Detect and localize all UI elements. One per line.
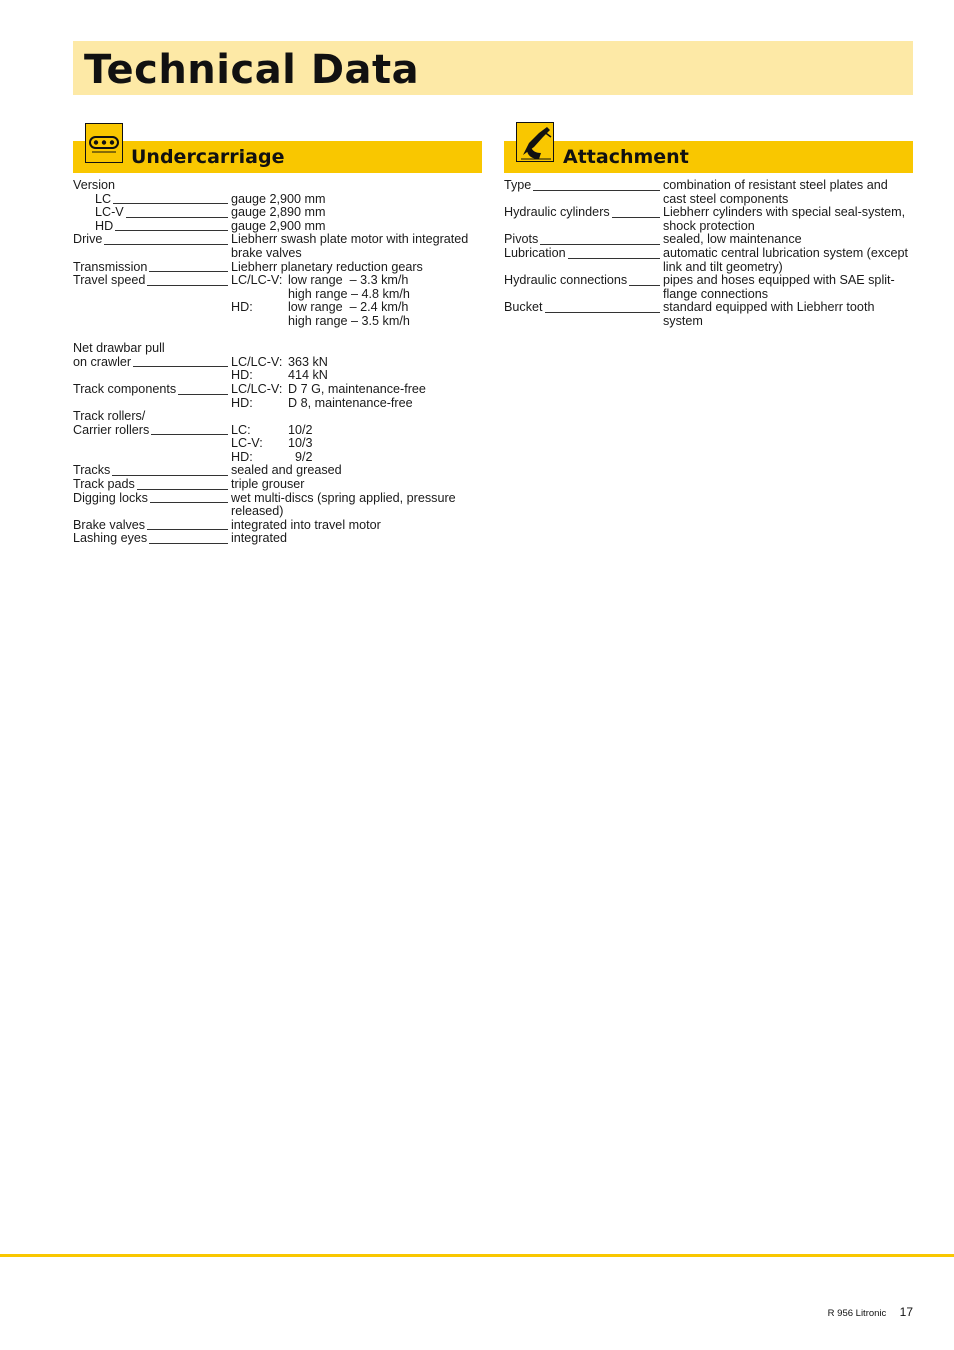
attachment-header bbox=[504, 141, 913, 173]
spec-label-cell bbox=[73, 274, 231, 288]
spec-variant: HD: bbox=[231, 368, 253, 383]
spec-value-line bbox=[231, 492, 483, 519]
spec-row bbox=[73, 220, 483, 234]
spec-variant: LC/LC-V: bbox=[231, 381, 283, 396]
leader-line bbox=[150, 501, 228, 503]
leader-line bbox=[147, 528, 228, 530]
spec-value: gauge 2,900 mm bbox=[231, 191, 326, 206]
spec-value: sealed, low maintenance bbox=[663, 232, 802, 247]
spec-label-cell bbox=[73, 464, 231, 478]
spec-value-cell bbox=[231, 342, 483, 356]
spec-value: low range – 2.4 km/h bbox=[288, 300, 409, 315]
footer-rule bbox=[0, 1254, 954, 1257]
leader-line bbox=[545, 311, 660, 313]
spec-label: Drive bbox=[73, 232, 103, 247]
spec-label: Carrier rollers bbox=[73, 422, 150, 437]
spec-label: Track components bbox=[73, 381, 177, 396]
title-banner bbox=[73, 41, 913, 95]
spec-variant: LC: bbox=[231, 422, 251, 437]
spec-label: Digging locks bbox=[73, 490, 148, 505]
spec-label: Transmission bbox=[73, 259, 148, 274]
spec-value: triple grouser bbox=[231, 477, 305, 492]
spec-value: high range – 4.8 km/h bbox=[288, 286, 410, 301]
spec-row bbox=[73, 261, 483, 275]
spec-label-cell bbox=[504, 247, 663, 261]
spec-value: automatic central lubrication system (except link and tilt geometry) bbox=[663, 245, 912, 274]
spec-label: HD bbox=[95, 218, 114, 233]
leader-line bbox=[149, 270, 228, 272]
leader-line bbox=[149, 542, 228, 544]
spec-variant bbox=[231, 315, 288, 329]
spec-value: standard equipped with Liebherr tooth system bbox=[663, 300, 878, 328]
spec-label-cell bbox=[73, 233, 231, 247]
spec-label: Version bbox=[73, 178, 116, 192]
spec-label-cell bbox=[73, 410, 231, 424]
spec-row bbox=[73, 424, 483, 465]
spec-value-cell bbox=[663, 301, 914, 328]
spec-row bbox=[504, 206, 914, 233]
spec-value: sealed and greased bbox=[231, 463, 342, 478]
spec-value-line bbox=[231, 261, 483, 275]
spec-value: 414 kN bbox=[288, 368, 328, 383]
spec-value-cell bbox=[231, 329, 483, 343]
spec-value: D 8, maintenance-free bbox=[288, 395, 413, 410]
spec-value-cell bbox=[231, 261, 483, 275]
spec-value-cell bbox=[231, 233, 483, 260]
spec-value: Liebherr cylinders with special seal-system, shock protection bbox=[663, 205, 909, 233]
spec-value-line bbox=[231, 451, 483, 465]
spec-label-cell bbox=[73, 329, 231, 343]
spec-value-line bbox=[663, 301, 914, 328]
spec-value-line bbox=[231, 206, 483, 220]
spec-label: Pivots bbox=[504, 232, 539, 247]
spec-value-line bbox=[231, 356, 483, 370]
spec-value-cell bbox=[231, 356, 483, 383]
spec-value: wet multi-discs (spring applied, pressure released) bbox=[231, 490, 460, 519]
spec-label-cell bbox=[504, 274, 663, 288]
spec-row bbox=[73, 383, 483, 410]
spec-value: integrated into travel motor bbox=[231, 517, 381, 532]
spec-value: Liebherr swash plate motor with integrated brake valves bbox=[231, 232, 472, 260]
spec-row bbox=[73, 329, 483, 343]
spec-value-line bbox=[231, 464, 483, 478]
spec-label-cell bbox=[73, 478, 231, 492]
spec-label: Net drawbar pull bbox=[73, 341, 165, 356]
spec-value-line bbox=[231, 315, 483, 329]
spec-value-line bbox=[663, 233, 914, 247]
spec-value-cell bbox=[231, 492, 483, 519]
leader-line bbox=[113, 202, 228, 204]
spec-value-cell bbox=[231, 478, 483, 492]
spec-value-cell bbox=[231, 274, 483, 328]
spec-variant: HD: bbox=[231, 395, 253, 410]
spec-label-cell bbox=[504, 206, 663, 220]
spec-label: Lashing eyes bbox=[73, 531, 148, 546]
leader-line bbox=[540, 243, 660, 245]
spec-row bbox=[504, 247, 914, 274]
spec-value: high range – 3.5 km/h bbox=[288, 313, 410, 328]
spec-value-line bbox=[231, 193, 483, 207]
spec-label-cell bbox=[73, 179, 231, 193]
leader-line bbox=[612, 216, 660, 218]
model-name: R 956 Litronic bbox=[827, 1308, 887, 1319]
spec-label-cell bbox=[73, 383, 231, 397]
spec-variant: HD: bbox=[231, 449, 253, 464]
spec-value: 10/2 bbox=[288, 422, 313, 437]
spec-value-cell bbox=[663, 274, 914, 301]
spec-value: gauge 2,900 mm bbox=[231, 218, 326, 233]
spec-label: Type bbox=[504, 178, 532, 192]
spec-value: integrated bbox=[231, 531, 288, 546]
crawler-track-icon bbox=[85, 123, 123, 163]
leader-line bbox=[178, 393, 228, 395]
spec-variant: LC/LC-V: bbox=[231, 354, 283, 369]
spec-value-line bbox=[231, 424, 483, 438]
spec-value-cell bbox=[231, 179, 483, 193]
leader-line bbox=[137, 488, 228, 490]
spec-label: Bucket bbox=[504, 300, 543, 315]
spec-value: pipes and hoses equipped with SAE split-flange connections bbox=[663, 273, 895, 301]
spec-variant: HD: bbox=[231, 300, 253, 315]
spec-row bbox=[73, 342, 483, 356]
spec-row bbox=[73, 206, 483, 220]
spec-label-cell bbox=[73, 532, 231, 546]
spec-label: Tracks bbox=[73, 463, 111, 478]
spec-label: LC bbox=[95, 191, 112, 206]
spec-value-cell bbox=[663, 206, 914, 233]
spec-label-cell bbox=[73, 519, 231, 533]
spec-label-cell bbox=[504, 301, 663, 315]
spec-value-cell bbox=[231, 410, 483, 424]
spec-row bbox=[504, 274, 914, 301]
spec-row bbox=[73, 492, 483, 519]
spec-row bbox=[73, 478, 483, 492]
spec-label-cell bbox=[73, 492, 231, 506]
spec-value-cell bbox=[231, 193, 483, 207]
spec-value: 10/3 bbox=[288, 436, 313, 451]
leader-line bbox=[112, 474, 228, 476]
spec-label-cell bbox=[504, 233, 663, 247]
spec-row bbox=[504, 179, 914, 206]
spec-value-line bbox=[663, 274, 914, 301]
undercarriage-header bbox=[73, 141, 482, 173]
spec-row bbox=[73, 464, 483, 478]
spec-row bbox=[73, 274, 483, 328]
spec-label-cell bbox=[73, 356, 231, 370]
spec-value-cell bbox=[231, 464, 483, 478]
leader-line bbox=[629, 284, 660, 286]
spec-label: Track rollers/ bbox=[73, 409, 146, 424]
attachment-spec-list bbox=[504, 179, 914, 329]
spec-value: Liebherr planetary reduction gears bbox=[231, 259, 423, 274]
spec-label: Hydraulic cylinders bbox=[504, 205, 610, 220]
spec-label-cell bbox=[504, 179, 663, 193]
spec-value: combination of resistant steel plates and cast steel components bbox=[663, 178, 892, 206]
spec-value-line bbox=[231, 437, 483, 451]
page-number: 17 bbox=[899, 1305, 913, 1319]
spec-value-cell bbox=[663, 179, 914, 206]
excavator-bucket-icon bbox=[516, 122, 554, 162]
spec-row bbox=[73, 519, 483, 533]
undercarriage-spec-list bbox=[73, 179, 483, 546]
spec-row bbox=[73, 193, 483, 207]
spec-value-line bbox=[663, 247, 914, 274]
page-title: Technical Data bbox=[84, 47, 420, 93]
spec-label: Lubrication bbox=[504, 245, 566, 260]
undercarriage-heading: Undercarriage bbox=[131, 146, 285, 168]
spec-value-line bbox=[663, 179, 914, 206]
spec-label-cell bbox=[73, 193, 231, 207]
leader-line bbox=[126, 216, 228, 218]
spec-variant: LC-V: bbox=[231, 436, 263, 451]
spec-label: on crawler bbox=[73, 354, 132, 369]
spec-value-line bbox=[231, 220, 483, 234]
spec-value-line bbox=[231, 478, 483, 492]
spec-row bbox=[73, 356, 483, 383]
leader-line bbox=[533, 189, 660, 191]
spec-value-cell bbox=[231, 383, 483, 410]
spec-value-line bbox=[231, 274, 483, 288]
spec-row bbox=[73, 179, 483, 193]
spec-variant bbox=[231, 288, 288, 302]
spec-label: Travel speed bbox=[73, 273, 146, 288]
spec-row bbox=[73, 233, 483, 260]
spec-value-cell bbox=[231, 532, 483, 546]
spec-value-line bbox=[663, 206, 914, 233]
spec-label-cell bbox=[73, 424, 231, 438]
page-footer bbox=[828, 1305, 913, 1319]
spec-row bbox=[73, 532, 483, 546]
attachment-heading: Attachment bbox=[563, 146, 689, 168]
spec-value-line bbox=[231, 301, 483, 315]
spec-row bbox=[504, 233, 914, 247]
spec-label: Track pads bbox=[73, 477, 135, 492]
leader-line bbox=[115, 229, 228, 231]
leader-line bbox=[133, 365, 228, 367]
leader-line bbox=[151, 433, 228, 435]
spec-label-cell bbox=[73, 206, 231, 220]
leader-line bbox=[104, 243, 228, 245]
leader-line bbox=[568, 257, 660, 259]
spec-value: 363 kN bbox=[288, 354, 328, 369]
spec-value-cell bbox=[231, 206, 483, 220]
spec-value-line bbox=[231, 369, 483, 383]
spec-label-cell bbox=[73, 261, 231, 275]
spec-value-cell bbox=[663, 247, 914, 274]
spec-value: 9/2 bbox=[288, 449, 313, 464]
spec-label-cell bbox=[73, 342, 231, 356]
spec-label: LC-V bbox=[95, 205, 124, 220]
spec-value-cell bbox=[231, 424, 483, 465]
spec-value-line bbox=[231, 288, 483, 302]
spec-row bbox=[504, 301, 914, 328]
spec-value-line bbox=[231, 397, 483, 411]
spec-value-cell bbox=[663, 233, 914, 247]
spec-value: gauge 2,890 mm bbox=[231, 205, 326, 220]
spec-value: D 7 G, maintenance-free bbox=[288, 381, 426, 396]
spec-value-cell bbox=[231, 220, 483, 234]
spec-label-cell bbox=[73, 220, 231, 234]
spec-value: low range – 3.3 km/h bbox=[288, 273, 409, 288]
spec-label: Hydraulic connections bbox=[504, 273, 628, 288]
spec-value-line bbox=[231, 519, 483, 533]
spec-row bbox=[73, 410, 483, 424]
spec-value-cell bbox=[231, 519, 483, 533]
spec-variant: LC/LC-V: bbox=[231, 273, 283, 288]
spec-value-line bbox=[231, 383, 483, 397]
leader-line bbox=[147, 284, 228, 286]
spec-label: Brake valves bbox=[73, 517, 146, 532]
spec-value-line bbox=[231, 233, 483, 260]
spec-value-line bbox=[231, 532, 483, 546]
